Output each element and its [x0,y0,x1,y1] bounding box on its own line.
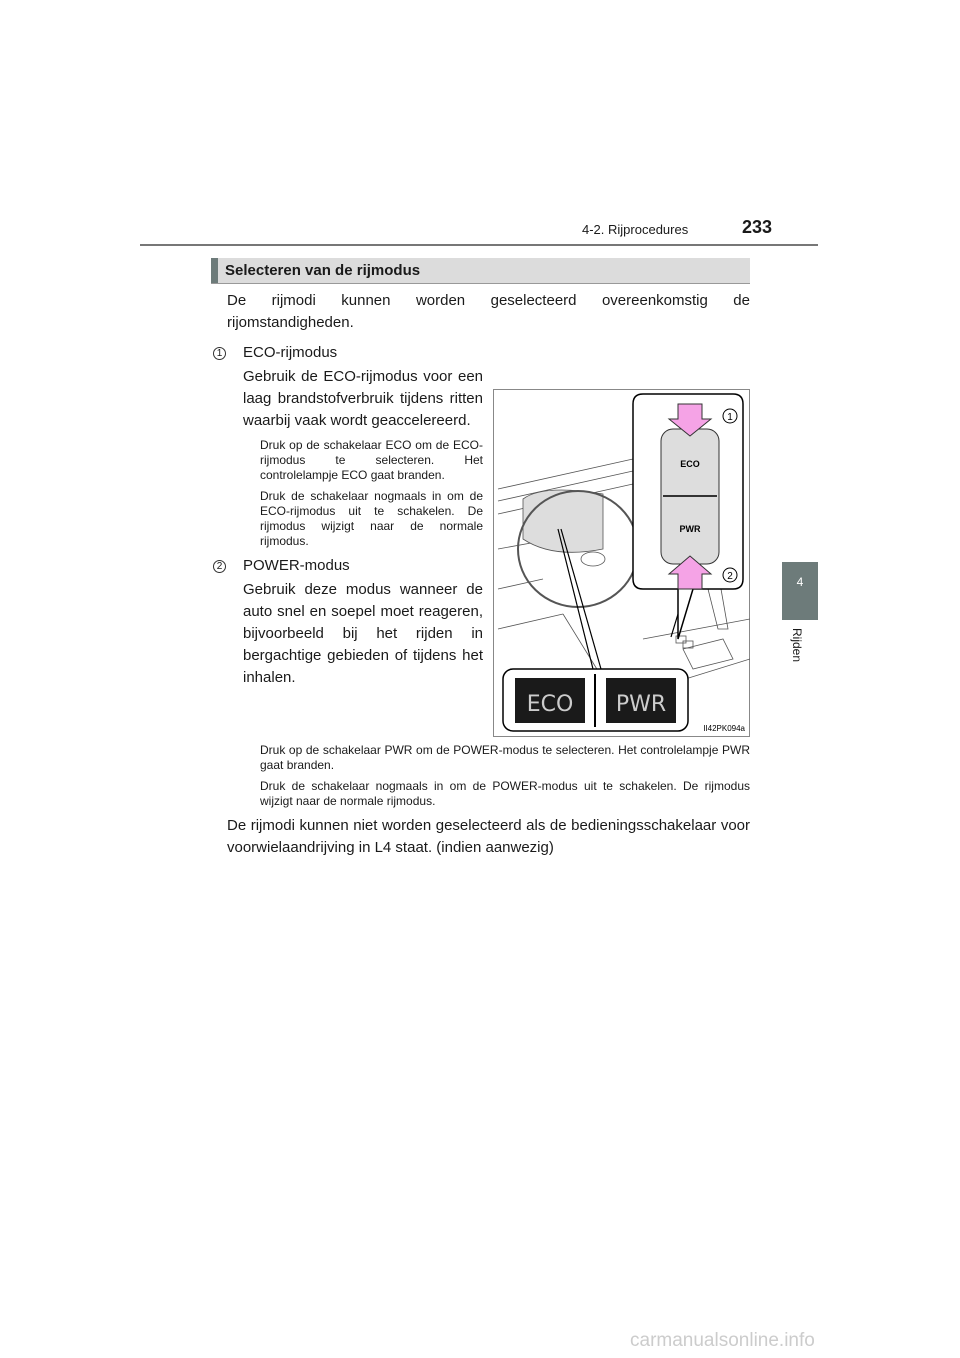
item-power [211,555,483,689]
eco-pwr-switch-illustration [493,389,750,737]
item-text-eco: Gebruik de ECO-rijmodus voor een laag brandstofverbruik tijdens ritten waarbij vaak wordt geaccelereerd. [243,368,483,429]
callout-1: 1 [727,412,733,423]
switch-eco-label: ECO [680,459,700,469]
item-number-1: 1 [213,347,226,360]
notes-power [211,743,750,809]
note-power-2: Druk de schakelaar nogmaals in om de POWER-modus uit te schakelen. De rijmodus wijzigt naar de normale rijmodus. [260,779,750,808]
heading-text: Selecteren van de rijmodus [225,262,421,279]
header-rule [140,244,818,246]
content-flow [211,290,750,859]
item-title-eco: ECO-rijmodus [243,344,338,361]
chapter-label: Rijden [790,628,804,663]
figure-code: II42PK094a [703,724,745,733]
notes-eco [211,438,483,549]
section-title: 4-2. Rijprocedures [582,222,689,237]
items-and-figure [211,342,750,737]
item-title-power: POWER-modus [243,557,350,574]
note-eco-2: Druk de schakelaar nogmaals in om de ECO-rijmodus uit te schakelen. De rijmodus wijzigt naar de normale rijmodus. [260,489,483,548]
intro-text: De rijmodi kunnen worden geselecteerd overeenkomstig de rijomstandigheden. [227,292,750,331]
watermark: carmanualsonline.info [630,1330,815,1351]
item-eco [211,342,483,432]
indicator-pwr: PWR [615,692,667,717]
note-eco-1: Druk op de schakelaar ECO om de ECO-rijmodus te selecteren. Het controlelampje ECO gaat branden. [260,438,483,482]
chapter-tab: 4 [782,562,818,620]
item-number-2: 2 [213,560,226,573]
page-number: 233 [742,217,773,237]
items-column [211,342,483,689]
switch-pwr-label: PWR [679,524,701,534]
item-text-power: Gebruik deze modus wanneer de auto snel en soepel moet reageren, bijvoorbeeld bij het rijden in bergachtige gebieden of tijdens het inhalen. [243,581,483,686]
section-heading [211,258,750,284]
indicator-eco: ECO [526,692,574,717]
note-power-1: Druk op de schakelaar PWR om de POWER-modus te selecteren. Het controlelampje PWR gaat branden. [260,743,750,772]
footer-text: De rijmodi kunnen niet worden geselecteerd als de bedieningsschakelaar voor voorwielaandrijving in L4 staat. (indien aanwezig) [227,817,750,856]
callout-2: 2 [727,571,733,582]
